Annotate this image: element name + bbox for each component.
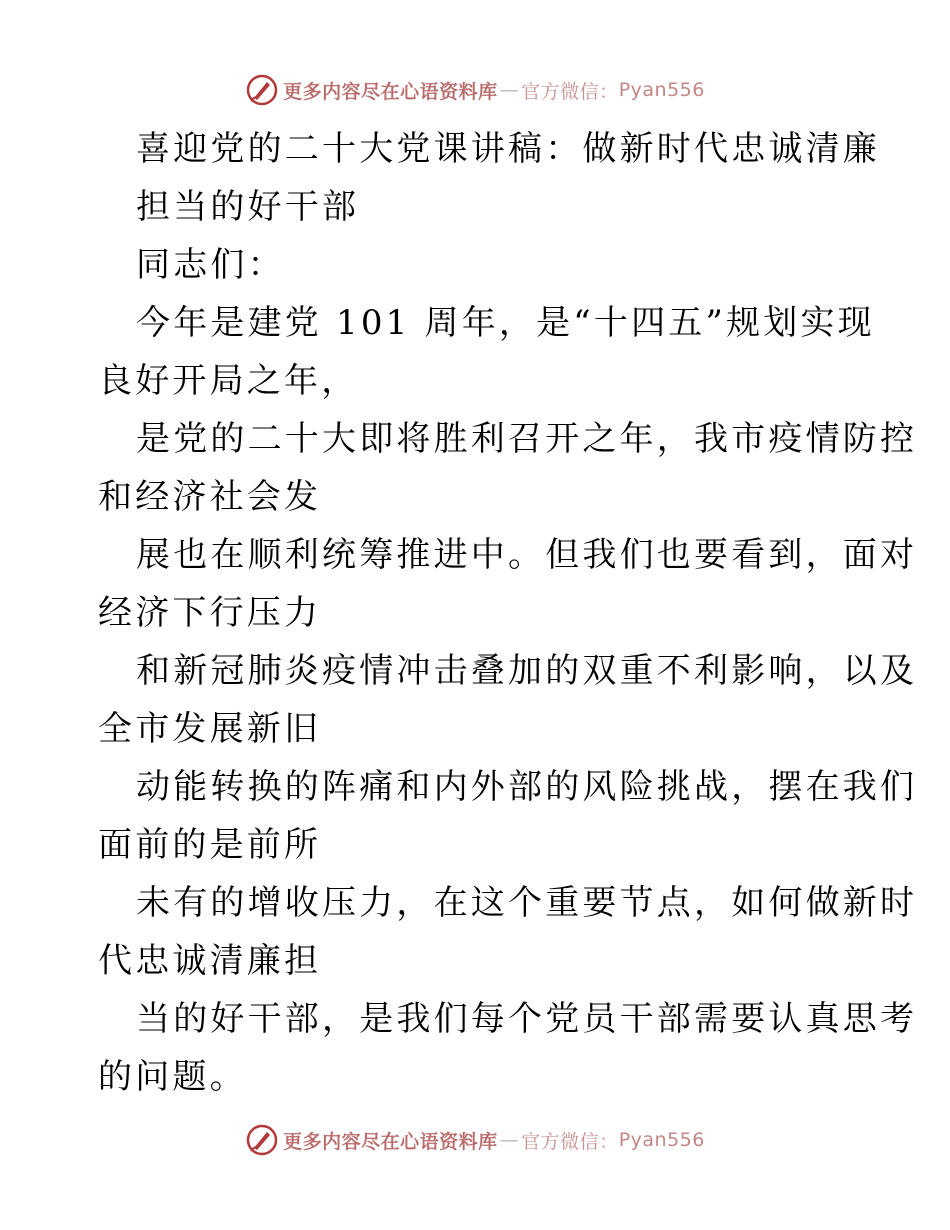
paragraph-line: 全市发展新旧: [98, 709, 322, 749]
salutation: 同志们：: [136, 245, 285, 285]
paragraph-line: 良好开局之年，: [98, 361, 359, 401]
paragraph-line: 经济下行压力: [98, 593, 322, 633]
pen-quill-icon: [245, 73, 279, 107]
document-title-line-2: 担当的好干部: [136, 187, 360, 227]
paragraph-line: 代忠诚清廉担: [98, 941, 322, 981]
paragraph-line: 面前的是前所: [98, 825, 322, 865]
watermark-brand-text: 更多内容尽在心语资料库: [283, 80, 498, 103]
paragraph-line: 和新冠肺炎疫情冲击叠加的双重不利影响，以及: [136, 651, 918, 691]
watermark-separator: —: [499, 79, 520, 101]
watermark-footer: [0, 1120, 950, 1160]
paragraph-line: 动能转换的阵痛和内外部的风险挑战，摆在我们: [136, 767, 918, 807]
watermark-wechat-id: Pyan556: [618, 79, 705, 101]
paragraph-line: 的问题。: [98, 1057, 247, 1097]
watermark-wechat-id: Pyan556: [618, 1129, 705, 1151]
watermark-separator: —: [499, 1129, 520, 1151]
paragraph-line: 今年是建党 101 周年，是“十四五”规划实现: [136, 303, 875, 343]
paragraph-line: 未有的增收压力，在这个重要节点，如何做新时: [136, 883, 918, 923]
document-title-line-1: 喜迎党的二十大党课讲稿：做新时代忠诚清廉: [136, 129, 880, 169]
watermark-wechat-label: 官方微信：: [521, 80, 619, 103]
watermark-brand-text: 更多内容尽在心语资料库: [283, 1130, 498, 1153]
paragraph-line: 当的好干部，是我们每个党员干部需要认真思考: [136, 999, 918, 1039]
watermark-header: [0, 70, 950, 110]
document-body: [98, 120, 918, 1106]
paragraph-line: 是党的二十大即将胜利召开之年，我市疫情防控: [136, 419, 918, 459]
pen-quill-icon: [245, 1123, 279, 1157]
paragraph-line: 和经济社会发: [98, 477, 322, 517]
paragraph-line: 展也在顺利统筹推进中。但我们也要看到，面对: [136, 535, 918, 575]
watermark-wechat-label: 官方微信：: [521, 1130, 619, 1153]
